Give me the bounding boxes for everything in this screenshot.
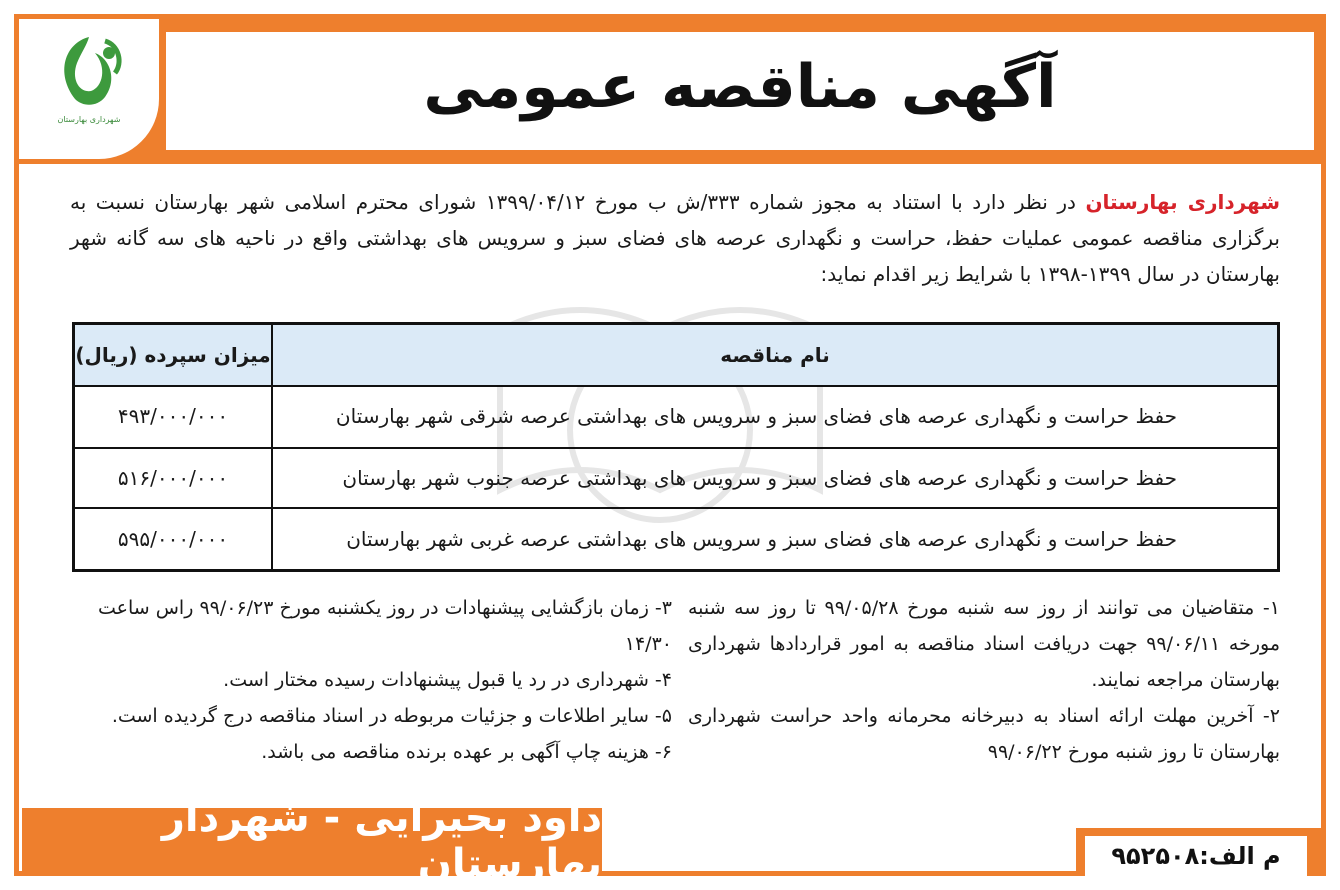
table-header-row [75,325,1277,387]
tender-name: حفظ حراست و نگهداری عرصه های فضای سبز و سرویس های بهداشتی عرصه جنوب شهر بهارستان [271,449,1277,507]
title-band [166,32,1314,150]
tender-table [72,322,1280,572]
ad-code: م الف:۹۵۲۵۰۸ [1085,836,1307,876]
tender-name: حفظ حراست و نگهداری عرصه های فضای سبز و سرویس های بهداشتی عرصه غربی شهر بهارستان [271,509,1277,569]
logo-caption: شهرداری بهارستان [57,115,121,124]
org-name: شهرداری بهارستان [1085,190,1280,214]
condition-3: ۳- زمان بازگشایی پیشنهادات در روز یکشنبه مورخ ۹۹/۰۶/۲۳ راس ساعت ۱۴/۳۰ [98,597,672,655]
condition-2: ۲- آخرین مهلت ارائه اسناد به دبیرخانه محرمانه واحد حراست شهرداری بهارستان تا روز شنبه مورخ ۹۹/۰۶/۲۲ [688,705,1280,763]
tender-name: حفظ حراست و نگهداری عرصه های فضای سبز و سرویس های بهداشتی عرصه شرقی شهر بهارستان [271,385,1277,447]
deposit-amount: ۵۱۶/۰۰۰/۰۰۰ [117,466,229,490]
table-row [75,449,1277,509]
conditions-left-column [60,590,672,770]
header-tender-name: نام مناقصه [271,325,1277,385]
deposit-amount: ۵۹۵/۰۰۰/۰۰۰ [117,527,229,551]
header-deposit-amount: میزان سپرده (ریال) [75,343,271,367]
ad-title: آگهی مناقصه عمومی [423,52,1057,122]
municipality-logo-icon [45,33,133,115]
table-row [75,509,1277,569]
logo [19,19,159,159]
mayor-signature: داود بحیرایی - شهردار بهارستان [22,808,602,874]
intro-text: در نظر دارد با استناد به مجوز شماره ۳۳۳/ش ب مورخ ۱۳۹۹/۰۴/۱۲ شورای محترم اسلامی شهر بهارستان نسبت به برگزاری مناقصه عمومی عملیات حفظ، حراست و نگهداری عرصه های فضای سبز و سرویس های بهداشتی واقع در ناحیه های سه گانه شهر بهارستان در سال ۱۳۹۹-۱۳۹۸ با شرایط زیر اقدام نماید: [70,190,1280,286]
conditions-right-column [688,590,1280,770]
condition-5: ۵- سایر اطلاعات و جزئیات مربوطه در اسناد مناقصه درج گردیده است. [111,705,672,727]
table-row [75,385,1277,449]
condition-1: ۱- متقاضیان می توانند از روز سه شنبه مورخ ۹۹/۰۵/۲۸ تا روز سه شنبه مورخه ۹۹/۰۶/۱۱ جهت دریافت اسناد مناقصه به امور قراردادها شهرداری بهارستان مراجعه نمایند. [688,597,1280,691]
condition-6: ۶- هزینه چاپ آگهی بر عهده برنده مناقصه می باشد. [261,741,672,763]
deposit-amount: ۴۹۳/۰۰۰/۰۰۰ [117,404,229,428]
condition-4: ۴- شهرداری در رد یا قبول پیشنهادات رسیده مختار است. [223,669,672,691]
intro-paragraph [70,184,1280,292]
